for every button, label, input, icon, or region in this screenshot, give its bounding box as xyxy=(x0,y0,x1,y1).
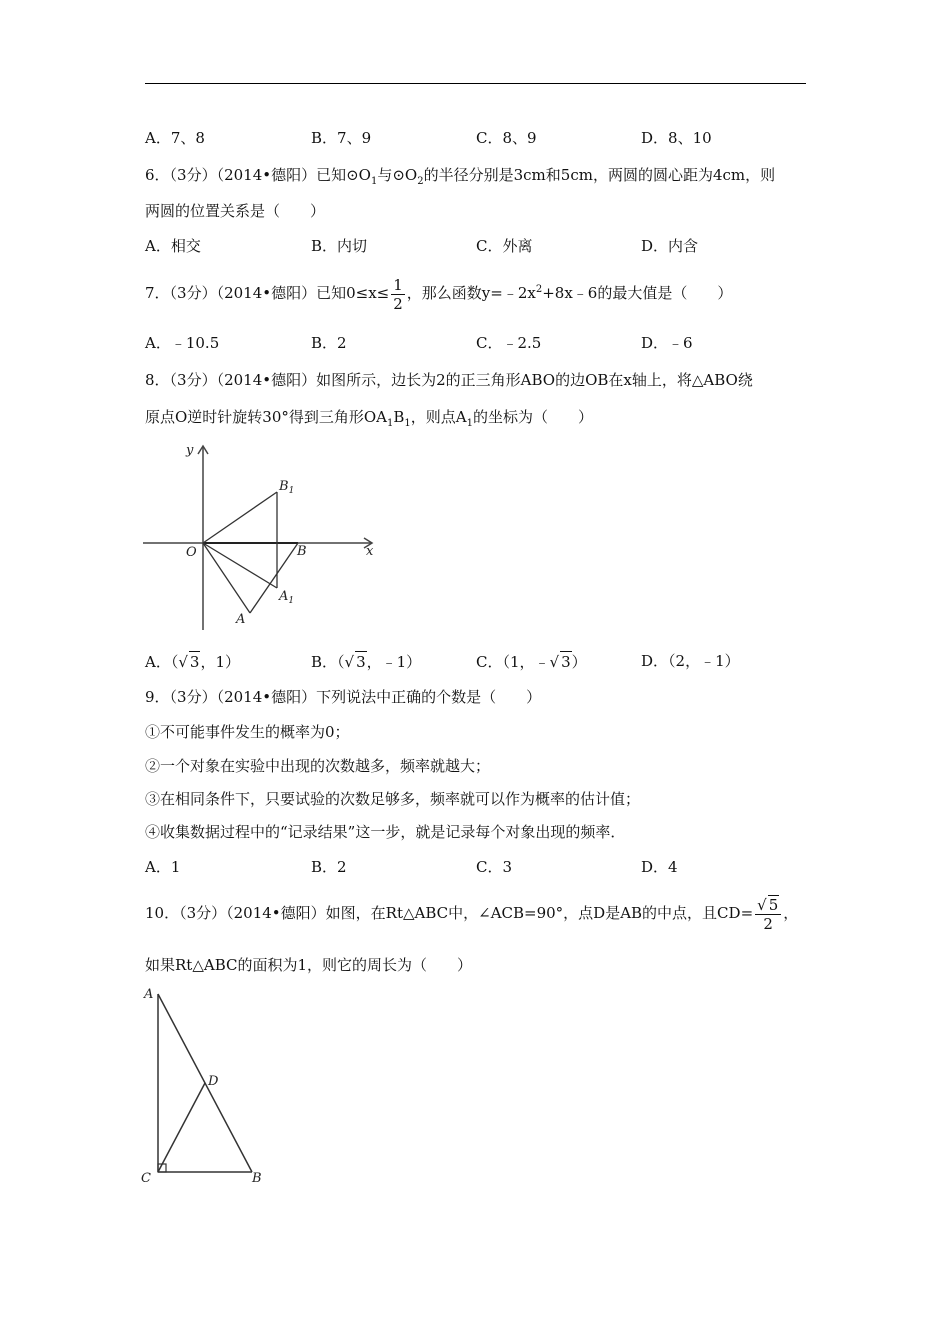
q5-option-c: C．8、9 xyxy=(476,129,537,147)
q7-stem: 7．（3分）（2014•德阳）已知0≤x≤ $\frac{1}{2}$ ，那么函数$y=﹣2x^2+8x﹣6$的最大值是（ ） xyxy=(145,275,733,313)
q7-fraction: $\frac{1}{2}$ xyxy=(393,275,403,313)
q8-option-a: A．（√ 3，1） xyxy=(145,653,240,671)
q7-option-d: D．﹣6 xyxy=(641,334,693,352)
q9-statement-3: ③在相同条件下，只要试验的次数足够多，频率就可以作为概率的估计值； xyxy=(145,790,641,808)
q7-option-b: B．2 xyxy=(311,334,347,352)
label-B: B xyxy=(297,544,307,559)
q6-stem-line2: 两圆的位置关系是（ ） xyxy=(145,202,326,220)
q10-triangle-figure xyxy=(138,982,273,1187)
q5-option-a: A．7、8 xyxy=(145,129,205,147)
q5-option-b: B．7、9 xyxy=(311,129,372,147)
q9-option-d: D．4 xyxy=(641,858,678,876)
q6-stem: 6．（3分）（2014•德阳）已知$⊙O_1$与$⊙O_2$的半径分别是3cm和5cm，两圆的圆心距为4cm，则 xyxy=(145,166,776,187)
q9-option-a: A．1 xyxy=(145,858,181,876)
label-C: C xyxy=(141,1171,151,1186)
q7-option-a: A．﹣10.5 xyxy=(145,334,220,352)
q9-statement-1: ①不可能事件发生的概率为0； xyxy=(145,723,350,741)
label-B: B xyxy=(252,1171,262,1186)
q6-option-b: B．内切 xyxy=(311,237,368,255)
q7-option-c: C．﹣2.5 xyxy=(476,334,542,352)
segment-OB1 xyxy=(203,492,277,543)
segment-OA xyxy=(203,543,250,613)
segment-OA1 xyxy=(203,543,277,588)
label-y: y xyxy=(186,443,194,458)
q9-statement-2: ②一个对象在实验中出现的次数越多，频率就越大； xyxy=(145,757,491,775)
q9-option-b: B．2 xyxy=(311,858,347,876)
q6-option-c: C．外离 xyxy=(476,237,533,255)
q5-option-d: D．8、10 xyxy=(641,129,712,147)
q10-stem-line2: 如果Rt△ABC的面积为1，则它的周长为（ ） xyxy=(145,956,473,974)
q8-stem: 8．（3分）（2014•德阳）如图所示，边长为2的正三角形ABO的边OB在x轴上，将△ABO绕 xyxy=(145,371,753,389)
label-D: D xyxy=(208,1074,219,1089)
q9-statement-4: ④收集数据过程中的“记录结果”这一步，就是记录每个对象出现的频率． xyxy=(145,823,626,841)
q6-option-d: D．内含 xyxy=(641,237,699,255)
q9-option-c: C．3 xyxy=(476,858,513,876)
q8-rotation-figure xyxy=(140,438,385,634)
label-A1: $A_1$ xyxy=(279,589,295,606)
q6-option-a: A．相交 xyxy=(145,237,201,255)
q8-stem-line2: 原点O逆时针旋转30°得到三角形$OA_1B_1$，则点$A_1$的坐标为（ ） xyxy=(145,408,594,429)
segment-CD xyxy=(158,1083,205,1172)
q8-option-c: C．（1，﹣√ 3） xyxy=(476,653,587,671)
label-A: A xyxy=(144,987,154,1002)
q10-fraction: $\frac{√ 5}{2}$ xyxy=(755,895,781,933)
q8-option-b: B．（√ 3，﹣1） xyxy=(311,653,422,671)
q10-stem: 10．（3分）（2014•德阳）如图，在Rt△ABC中，∠ACB=90°，点D是AB的中点，且CD= $\frac{√ 5}{2}$ ， xyxy=(145,896,799,933)
q8-option-d: D．（2，﹣1） xyxy=(641,652,740,670)
label-x: x xyxy=(366,544,374,559)
label-A: A xyxy=(236,612,246,627)
label-O: O xyxy=(186,545,197,560)
q9-stem: 9．（3分）（2014•德阳）下列说法中正确的个数是（ ） xyxy=(145,688,542,706)
top-rule xyxy=(145,83,806,84)
label-B1: $B_1$ xyxy=(279,479,295,496)
